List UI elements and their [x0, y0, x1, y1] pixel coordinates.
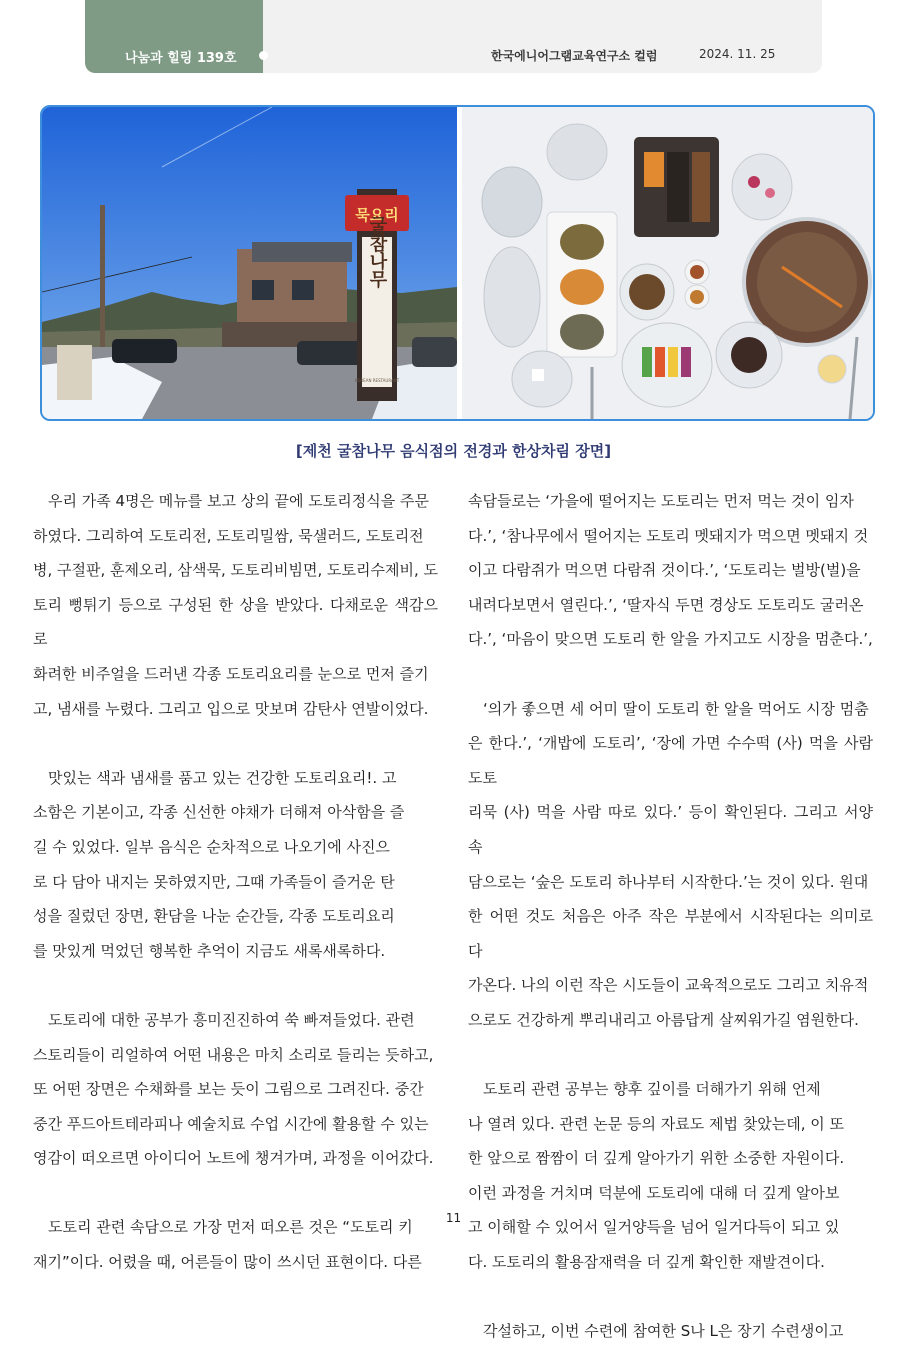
sign-top-text: 묵요리	[355, 206, 399, 224]
paragraph-more-proverbs: ‘의가 좋으면 세 어미 딸이 도토리 한 알을 먹어도 시장 멈춤 은 한다.’, ‘개밥에 도토리’, ‘장에 가면 수수떡 (사) 먹을 사람 도토 리묵 (사) 먹을 사람 따로 있다.’ 등이 확인된다. 그리고 서양 속 담으로는 ‘숲은 도토리 하나부터 시작한다.’는 것이 있다. 원대 한 어떤 것도 처음은 아주 작은 부분에서 시작된다는 의미로 다 가온다. 나의 이런 작은 시도들이 교육적으로도 그리고 치유적 으로도 건강하게 뿌리내리고 아름답게 살찌워가길 염원한다.	[468, 699, 873, 1029]
publish-date: 2024. 11. 25	[699, 47, 776, 61]
column-source: 한국에니어그램교육연구소 컬럼	[491, 49, 658, 63]
paragraph-study: 도토리에 대한 공부가 흥미진진하여 쑥 빠져들었다. 관련 스토리들이 리얼하여 어떤 내용은 마치 소리로 들리는 듯하고, 또 어떤 장면은 수채화를 보는 듯이 그림으로 그려진다. 중간 중간 푸드아트테라피나 예술치료 수업 시간에 활용할 수 있는 영감이 떠오르면 아이디어 노트에 챙겨가며, 과정을 이어갔다.	[33, 1010, 434, 1168]
paragraph-proverb-intro: 도토리 관련 속담으로 가장 먼저 떠오른 것은 “도토리 키 재기”이다. 어렸을 때, 어른들이 많이 쓰시던 표현이다. 다른	[33, 1218, 422, 1272]
page-header	[85, 0, 822, 73]
page-number: 11	[445, 1211, 462, 1225]
issue-tag	[85, 0, 263, 73]
photo-caption: [제천 굴참나무 음식점의 전경과 한상차림 장면]	[295, 442, 612, 460]
paragraph-proverbs: 속담들로는 ‘가을에 떨어지는 도토리는 먼저 먹는 것이 임자 다.’, ‘참나무에서 떨어지는 도토리 멧돼지가 먹으면 멧돼지 것 이고 다람쥐가 먹으면 다람쥐 것이다.’, ‘도토리는 벌방(벌)을 내려다보면서 열린다.’, ‘딸자식 두면 경상도 도토리도 굴러온 다.’, ‘마음이 맞으면 도토리 한 알을 가지고도 시장을 멈춘다.’,	[468, 492, 873, 649]
korean-table-spread-photo	[462, 107, 875, 419]
sign-sub-text: KOREAN RESTAURANT	[354, 378, 400, 383]
paragraph-taste: 맛있는 색과 냄새를 품고 있는 건강한 도토리요리!. 고 소함은 기본이고, 각종 신선한 야채가 더해져 아삭함을 즐 길 수 있었다. 일부 음식은 순차적으로 나오기에 사진으 로 다 담아 내지는 못하였지만, 그때 가족들이 즐거운 탄 성을 질렀던 장면, 환담을 나눈 순간들, 각종 도토리요리 를 맛있게 먹었던 행복한 추억이 지금도 새록새록하다.	[33, 768, 405, 960]
paragraph-menu: 우리 가족 4명은 메뉴를 보고 상의 끝에 도토리정식을 주문 하였다. 그리하여 도토리전, 도토리밀쌈, 묵샐러드, 도토리전 병, 구절판, 훈제오리, 삼색묵, 도토리비빔면, 도토리수제비, 도 토리 뻥튀기 등으로 구성된 한 상을 받았다. 다채로운 색감으로 화려한 비주얼을 드러낸 각종 도토리요리를 눈으로 먼저 즐기 고, 냄새를 누렸다. 그리고 입으로 맛보며 감탄사 연발이었다.	[33, 492, 438, 718]
paragraph-closing: 각설하고, 이번 수련에 참여한 S나 L은 장기 수련생이고	[483, 1322, 844, 1341]
restaurant-exterior-photo	[42, 107, 457, 419]
photo-frame	[40, 105, 875, 421]
header-dot	[259, 51, 268, 60]
left-column	[33, 484, 438, 1280]
paragraph-research: 도토리 관련 공부는 향후 깊이를 더해가기 위해 언제 나 열려 있다. 관련 논문 등의 자료도 제법 찾았는데, 이 또 한 앞으로 짬짬이 더 깊게 알아가기 위한 소중한 자원이다. 이런 과정을 거치며 덕분에 도토리에 대해 더 깊게 알아보 고 이해할 수 있어서 일거양득을 넘어 일거다득이 되고 있 다. 도토리의 활용잠재력을 더 깊게 확인한 재발견이다.	[468, 1080, 845, 1272]
issue-label: 나눔과 힐링 139호	[125, 51, 237, 66]
sign-main-text: 굴참나무	[366, 216, 388, 288]
